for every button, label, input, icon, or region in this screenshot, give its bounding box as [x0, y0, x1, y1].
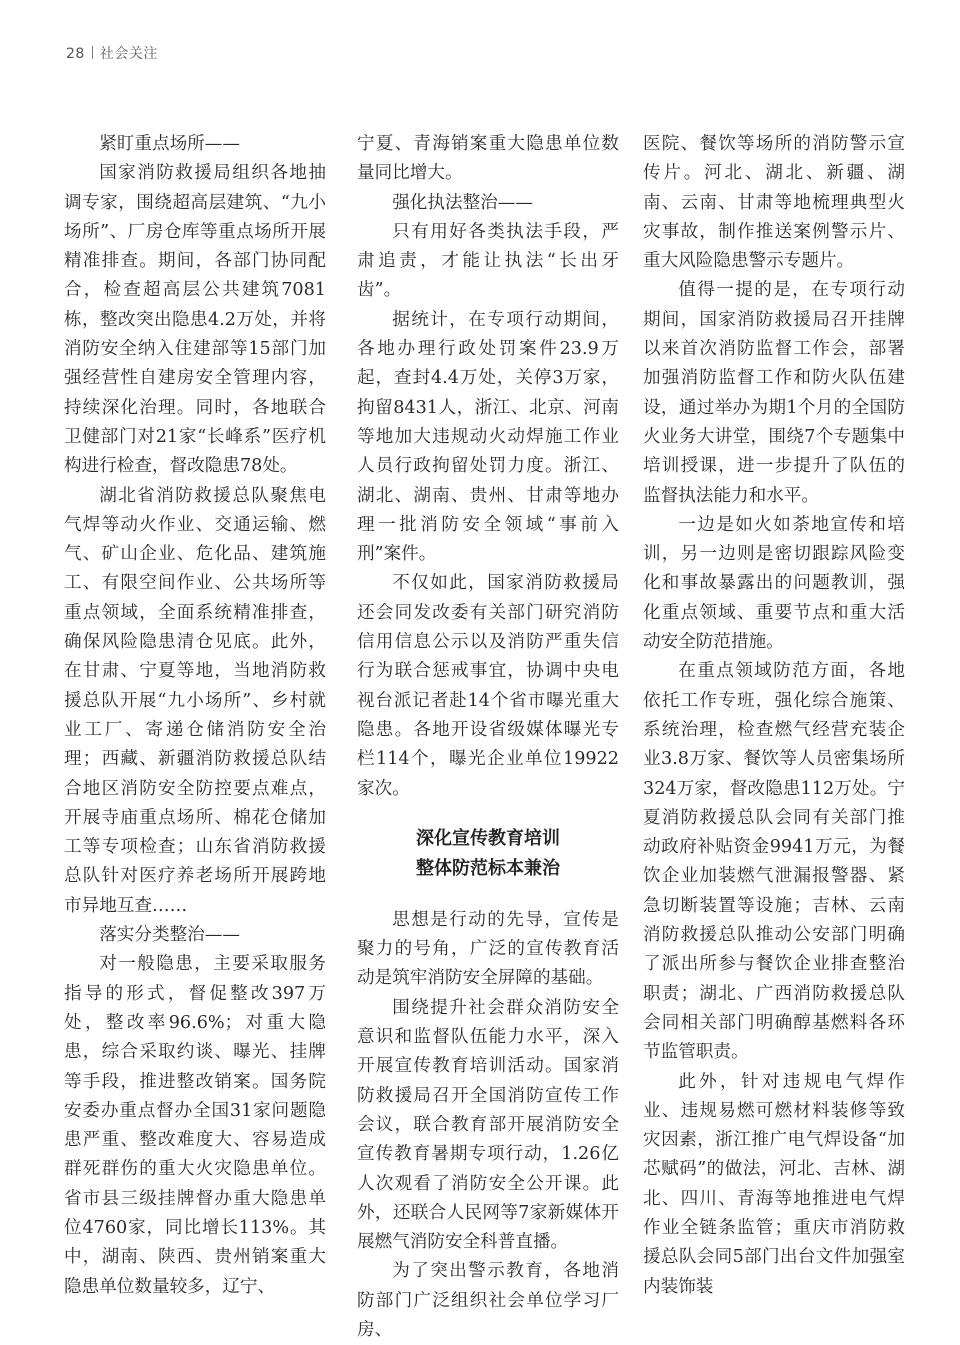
paragraph: 在重点领域防范方面，各地依托工作专班，强化综合施策、系统治理，检查燃气经营充装企业3.8万家、餐饮等人员密集场所324万家，督改隐患112万处。宁夏消防救援总队会同有关部门推动政府补贴资金9941万元，为餐饮企业加装燃气泄漏报警器、紧急切断装置等设施；吉林、云南消防救援总队推动公安部门明确了派出所参与餐饮企业排查整治职责；湖北、广西消防救援总队会同相关部门明确醇基燃料各环节监管职责。: [643, 661, 905, 1063]
paragraph: 此外，针对违规电气焊作业、违规易燃可燃材料装修等致灾因素，浙江推广电气焊设备“加芯赋码”的做法，河北、吉林、湖北、四川、青海等地推进电气焊作业全链条监管；重庆市消防救援总队会同5部门出台文件加强室内装饰装: [643, 1071, 905, 1297]
column-3: [643, 130, 905, 1302]
paragraph: 只有用好各类执法手段，严肃追责，才能让执法“长出牙齿”。: [357, 221, 619, 301]
paragraph: 一边是如火如荼地宣传和培训，另一边则是密切跟踪风险变化和事故暴露出的问题教训，强化重点领域、重要节点和重大活动安全防范措施。: [643, 514, 905, 653]
header-divider: [92, 46, 93, 59]
column-1: [64, 130, 326, 1302]
section-title-line-1: 深化宣传教育培训: [416, 827, 560, 849]
paragraph: 不仅如此，国家消防救援局还会同发改委有关部门研究消防信用信息公示以及消防严重失信行为联合惩戒事宜，协调中央电视台派记者赴14个省市曝光重大隐患。各地开设省级媒体曝光专栏114个，曝光企业单位19922家次。: [357, 573, 619, 799]
paragraph: 据统计，在专项行动期间，各地办理行政处罚案件23.9万起，查封4.4万处，关停3万家，拘留8431人，浙江、北京、河南等地加大违规动火动焊施工作业人员行政拘留处罚力度。浙江、湖北、湖南、贵州、甘肃等地办理一批消防安全领域“事前入刑”案件。: [357, 309, 619, 565]
paragraph: 对一般隐患，主要采取服务指导的形式，督促整改397万处，整改率96.6%；对重大隐患，综合采取约谈、曝光、挂牌等手段，推进整改销案。国务院安委办重点督办全国31家问题隐患严重、整改难度大、容易造成群死群伤的重大火灾隐患单位。省市县三级挂牌督办重大隐患单位4760家，同比增长113%。其中，湖南、陕西、贵州销案重大隐患单位数量较多，辽宁、: [64, 954, 326, 1297]
paragraph: 值得一提的是，在专项行动期间，国家消防救援局召开挂牌以来首次消防监督工作会，部署加强消防监督工作和防火队伍建设，通过举办为期1个月的全国防火业务大讲堂，围绕7个专题集中培训授课，进一步提升了队伍的监督执法能力和水平。: [643, 280, 905, 506]
paragraph: 湖北省消防救援总队聚焦电气焊等动火作业、交通运输、燃气、矿山企业、危化品、建筑施工、有限空间作业、公共场所等重点领域，全面系统精准排查，确保风险隐患清仓见底。此外，在甘肃、宁夏等地，当地消防救援总队开展“九小场所”、乡村就业工厂、寄递仓储消防安全治理；西藏、新疆消防救援总队结合地区消防安全防控要点难点，开展寺庙重点场所、棉花仓储加工等专项检查；山东省消防救援总队针对医疗养老场所开展跨地市异地互查……: [64, 485, 326, 916]
subheading: 强化执法整治——: [392, 192, 533, 213]
paragraph: 思想是行动的先导，宣传是聚力的号角，广泛的宣传教育活动是筑牢消防安全屏障的基础。: [357, 909, 619, 989]
paragraph: 国家消防救援局组织各地抽调专家，围绕超高层建筑、“九小场所”、厂房仓库等重点场所开展精准排查。期间，各部门协同配合，检查超高层公共建筑7081栋，整改突出隐患4.2万处，并将消防安全纳入住建部等15部门加强经营性自建房安全管理内容，持续深化治理。同时，各地联合卫健部门对21家“长峰系”医疗机构进行检查，督改隐患78处。: [64, 163, 326, 477]
subheading: 落实分类整治——: [99, 925, 240, 946]
paragraph-continued: 医院、餐饮等场所的消防警示宣传片。河北、湖北、新疆、湖南、云南、甘肃等地梳理典型火灾事故，制作推送案例警示片、重大风险隐患警示专题片。: [643, 134, 905, 272]
section-name: 社会关注: [99, 46, 158, 62]
paragraph-continued: 宁夏、青海销案重大隐患单位数量同比增大。: [357, 134, 619, 184]
section-title-line-2: 整体防范标本兼治: [416, 857, 560, 879]
page-header: [66, 43, 158, 63]
paragraph: 围绕提升社会群众消防安全意识和监督队伍能力水平，深入开展宣传教育培训活动。国家消防救援局召开全国消防宣传工作会议，联合教育部开展消防安全宣传教育暑期专项行动，1.26亿人次观看了消防安全公开课。此外，还联合人民网等7家新媒体开展燃气消防安全科普直播。: [357, 997, 619, 1253]
paragraph: 为了突出警示教育，各地消防部门广泛组织社会单位学习厂房、: [357, 1261, 619, 1340]
page-number: 28: [66, 46, 85, 62]
section-title: [357, 824, 619, 884]
column-2: [357, 130, 619, 1345]
subheading: 紧盯重点场所——: [99, 134, 240, 154]
